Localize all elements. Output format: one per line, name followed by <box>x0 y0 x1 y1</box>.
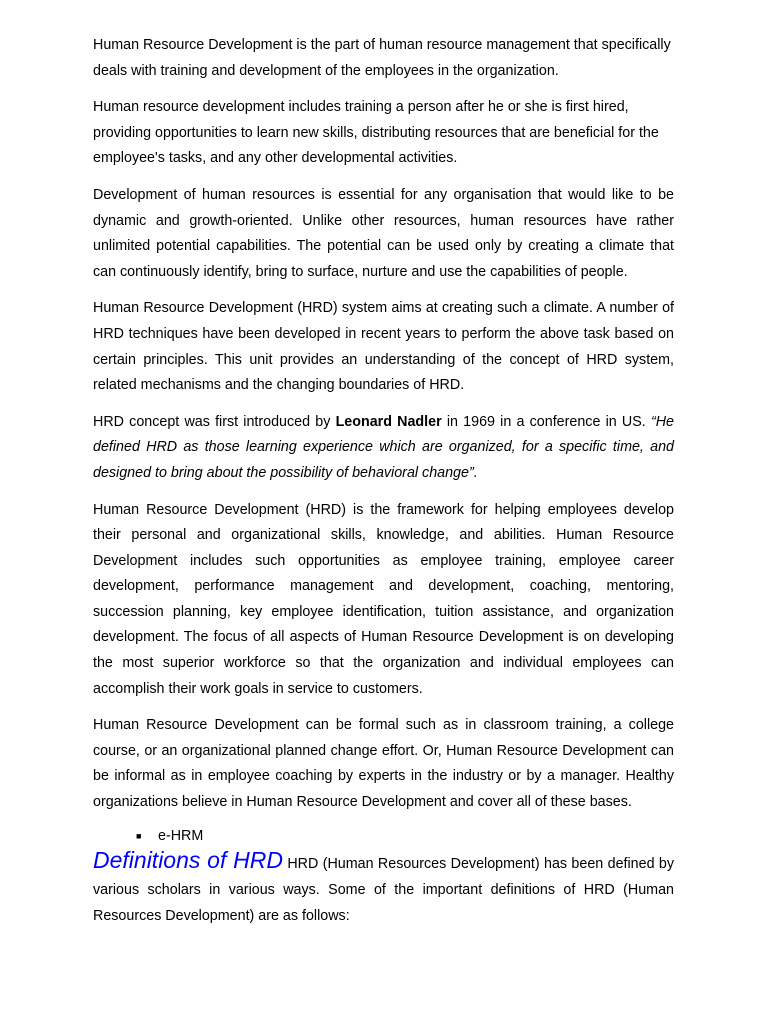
paragraph-hrd-intro: Human Resource Development is the part of human resource management that specifically deals with training and development of the employees in the organization. <box>93 37 671 79</box>
definitions-heading: Definitions of HRD <box>93 846 283 873</box>
paragraph-development-essential: Development of human resources is essential for any organisation that would like to be dynamic and growth-oriented. Unlike other resources, human resources have rather unlimited potential capabilities. The potential can be used only by creating a climate that can continuously identify, bring to surface, nurture and use the capabilities of people. <box>93 186 674 280</box>
author-name: Leonard Nadler <box>335 413 442 430</box>
definitions-text: HRD (Human Resources Development) has been defined by various scholars in various ways. Some of the important definitions of HRD (Human Resources Development) are as follows: <box>93 855 674 924</box>
square-bullet-icon: ■ <box>136 830 142 841</box>
paragraph-hrd-concept-middle: in 1969 in a conference in US. <box>441 413 651 430</box>
paragraph-hrd-system: Human Resource Development (HRD) system aims at creating such a climate. A number of HRD techniques have been developed in recent years to perform the above task based on certain principles. This unit provides an understanding of the concept of HRD system, related mechanisms and the changing boundaries of HRD. <box>93 300 674 394</box>
bullet-item-label: e-HRM <box>158 827 204 844</box>
bullet-list <box>93 827 674 845</box>
paragraph-hrd-formal-informal: Human Resource Development can be formal such as in classroom training, a college course, or an organizational planned change effort. Or, Human Resource Development can be informal as in employee coaching by experts in the industry or by a manager. Healthy organizations believe in Human Resource Development and cover all of these bases. <box>93 717 674 811</box>
paragraph-definitions <box>93 845 674 929</box>
paragraph-hrd-concept-intro: HRD concept was first introduced by <box>93 413 336 430</box>
paragraph-hrd-includes: Human resource development includes training a person after he or she is first hired, providing opportunities to learn new skills, distributing resources that are beneficial for the employee's tasks, and any other developmental activities. <box>93 99 659 167</box>
document-body <box>93 33 674 929</box>
bullet-item-ehrm <box>93 827 674 845</box>
nadler-quote: “He defined HRD as those learning experience which are organized, for a specific time, and designed to bring about the possibility of behavioral change”. <box>93 413 674 481</box>
paragraph-hrd-framework: Human Resource Development (HRD) is the framework for helping employees develop their personal and organizational skills, knowledge, and abilities. Human Resource Development includes such opportunities as employee training, employee career development, performance management and development, coaching, mentoring, succession planning, key employee identification, tuition assistance, and organization development. The focus of all aspects of Human Resource Development is on developing the most superior workforce so that the organization and individual employees can accomplish their work goals in service to customers. <box>93 501 674 697</box>
paragraph-hrd-concept <box>93 410 674 487</box>
